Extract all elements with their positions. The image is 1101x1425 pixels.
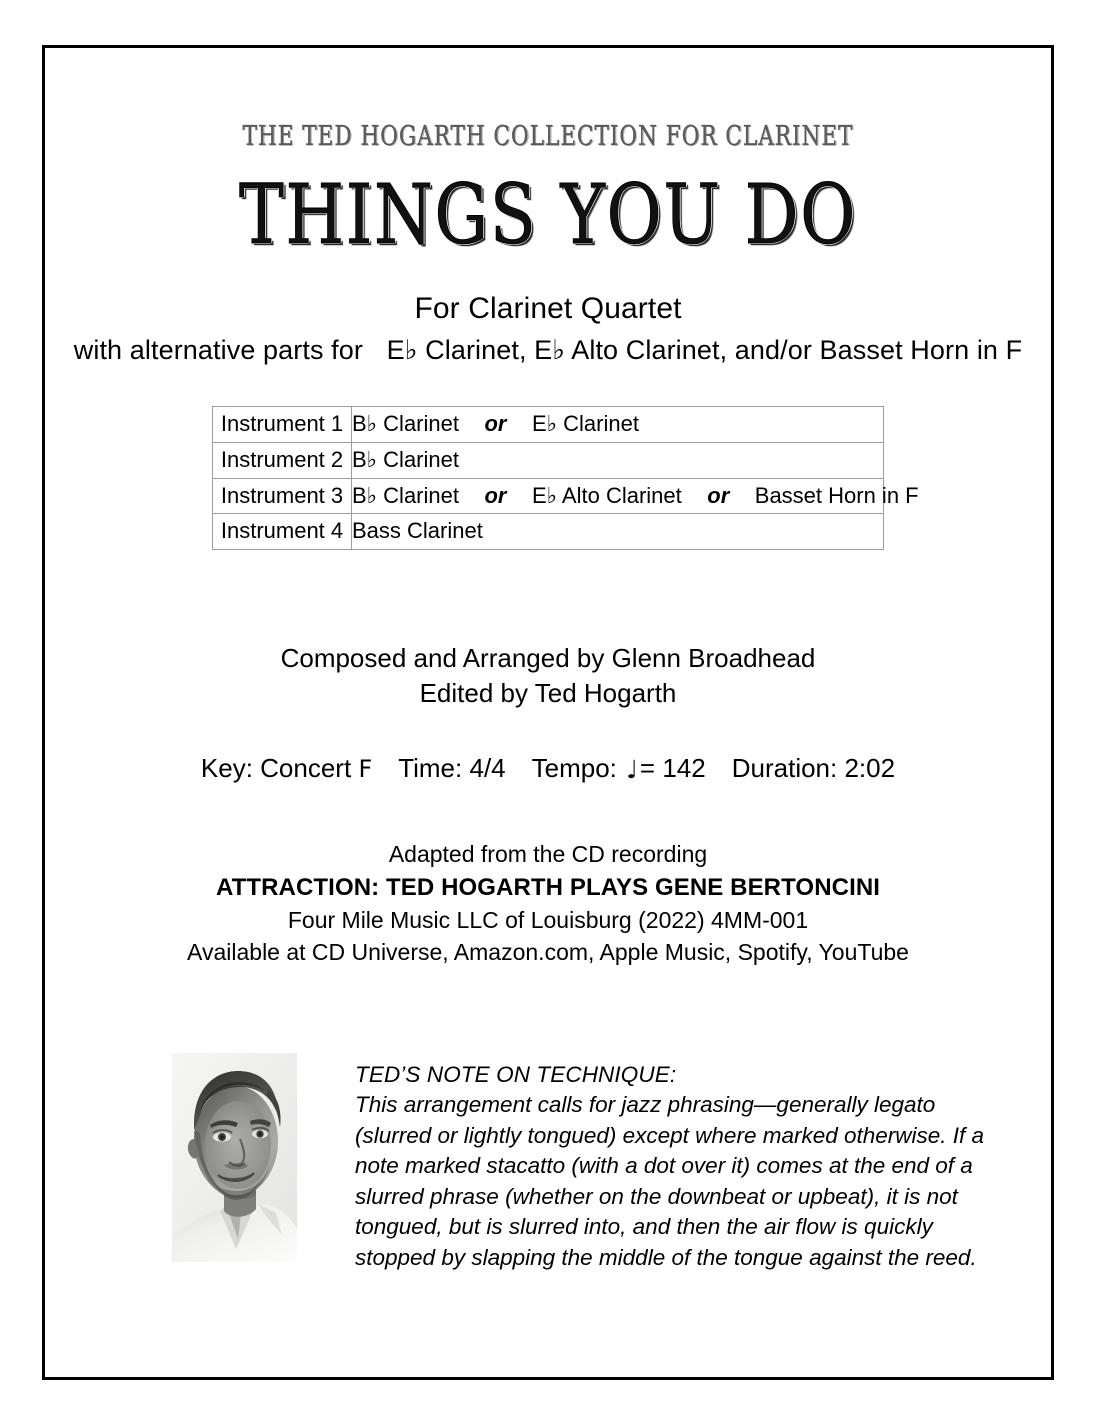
table-row xyxy=(213,406,884,442)
table-row xyxy=(213,478,884,514)
instrumentation-table-container xyxy=(45,406,1051,551)
technique-note-block xyxy=(355,1060,995,1273)
recording-credits-block xyxy=(45,839,1051,968)
instrument-options xyxy=(352,478,919,514)
subtitle: For Clarinet Quartet xyxy=(414,291,682,325)
or-separator: or xyxy=(707,482,730,508)
tempo-label: Tempo: xyxy=(531,753,617,784)
adapted-from-line: Adapted from the CD recording xyxy=(388,841,708,868)
table-row xyxy=(213,442,884,478)
key-value: F xyxy=(358,755,373,784)
editor-line: Edited by Ted Hogarth xyxy=(419,677,677,708)
technique-note-heading: TED’S NOTE ON TECHNIQUE: xyxy=(355,1061,677,1087)
instrument-primary: B♭ Clarinet xyxy=(352,482,459,508)
alternative-parts-prefix: with alternative parts for xyxy=(73,334,363,365)
instrument-alternative: E♭ Clarinet xyxy=(531,410,639,436)
avatar xyxy=(172,1053,297,1262)
or-separator: or xyxy=(484,482,507,508)
tempo-value: 142 xyxy=(662,753,706,784)
time-value: 4/4 xyxy=(469,753,506,784)
key-label: Key: Concert xyxy=(200,753,352,784)
page-content xyxy=(45,48,1051,1377)
technique-note-body: This arrangement calls for jazz phrasing—generally legato (slurred or lightly tongued) except where marked otherwise. If a note marked stacatto (with a dot over it) comes at the end of a slurred phrase (whether on the downbeat or upbeat), it is not tongued, but is slurred into, and then the air flow is quickly stopped by slapping the middle of the tongue against the reed. xyxy=(355,1092,985,1270)
availability-line: Available at CD Universe, Amazon.com, Apple Music, Spotify, YouTube xyxy=(187,938,909,965)
duration-label: Duration: xyxy=(731,753,838,784)
instrument-options xyxy=(352,442,884,478)
or-separator: or xyxy=(484,410,507,436)
instrument-options xyxy=(352,406,884,442)
instrument-primary: B♭ Clarinet xyxy=(352,446,459,472)
instrument-primary: B♭ Clarinet xyxy=(352,410,459,436)
instrument-label: Instrument 3 xyxy=(213,478,352,514)
instrument-label: Instrument 4 xyxy=(213,514,352,550)
quarter-note-icon: ♩ xyxy=(626,755,638,785)
portrait-photo-icon xyxy=(172,1053,297,1262)
instrument-alternative: E♭ Alto Clarinet xyxy=(531,482,682,508)
performance-details-line xyxy=(45,753,1051,784)
tempo-equals-sign: = xyxy=(639,753,656,784)
instrument-label: Instrument 1 xyxy=(213,406,352,442)
instrument-label: Instrument 2 xyxy=(213,442,352,478)
duration-value: 2:02 xyxy=(844,753,896,784)
instrument-primary: Bass Clarinet xyxy=(352,518,483,544)
publisher-line: Four Mile Music LLC of Louisburg (2022) 4MM-001 xyxy=(287,906,809,933)
composer-line: Composed and Arranged by Glenn Broadhead xyxy=(280,643,816,674)
instrument-options xyxy=(352,514,884,550)
instrumentation-table xyxy=(212,406,919,551)
table-row xyxy=(213,514,884,550)
collection-series-line: THE TED HOGARTH COLLECTION FOR CLARINET xyxy=(242,121,854,152)
page-title: THINGS YOU DO xyxy=(239,168,857,263)
technique-note-row xyxy=(45,1053,1051,1268)
instrument-alternative-two: Basset Horn in F xyxy=(754,482,919,508)
album-title: ATTRACTION: TED HOGARTH PLAYS GENE BERTONCINI xyxy=(215,874,881,902)
alternative-parts-line xyxy=(45,335,1051,366)
credits-block xyxy=(45,642,1051,709)
time-label: Time: xyxy=(398,753,463,784)
alternative-parts-list: E♭ Clarinet, E♭ Alto Clarinet, and/or Basset Horn in F xyxy=(386,334,1023,365)
